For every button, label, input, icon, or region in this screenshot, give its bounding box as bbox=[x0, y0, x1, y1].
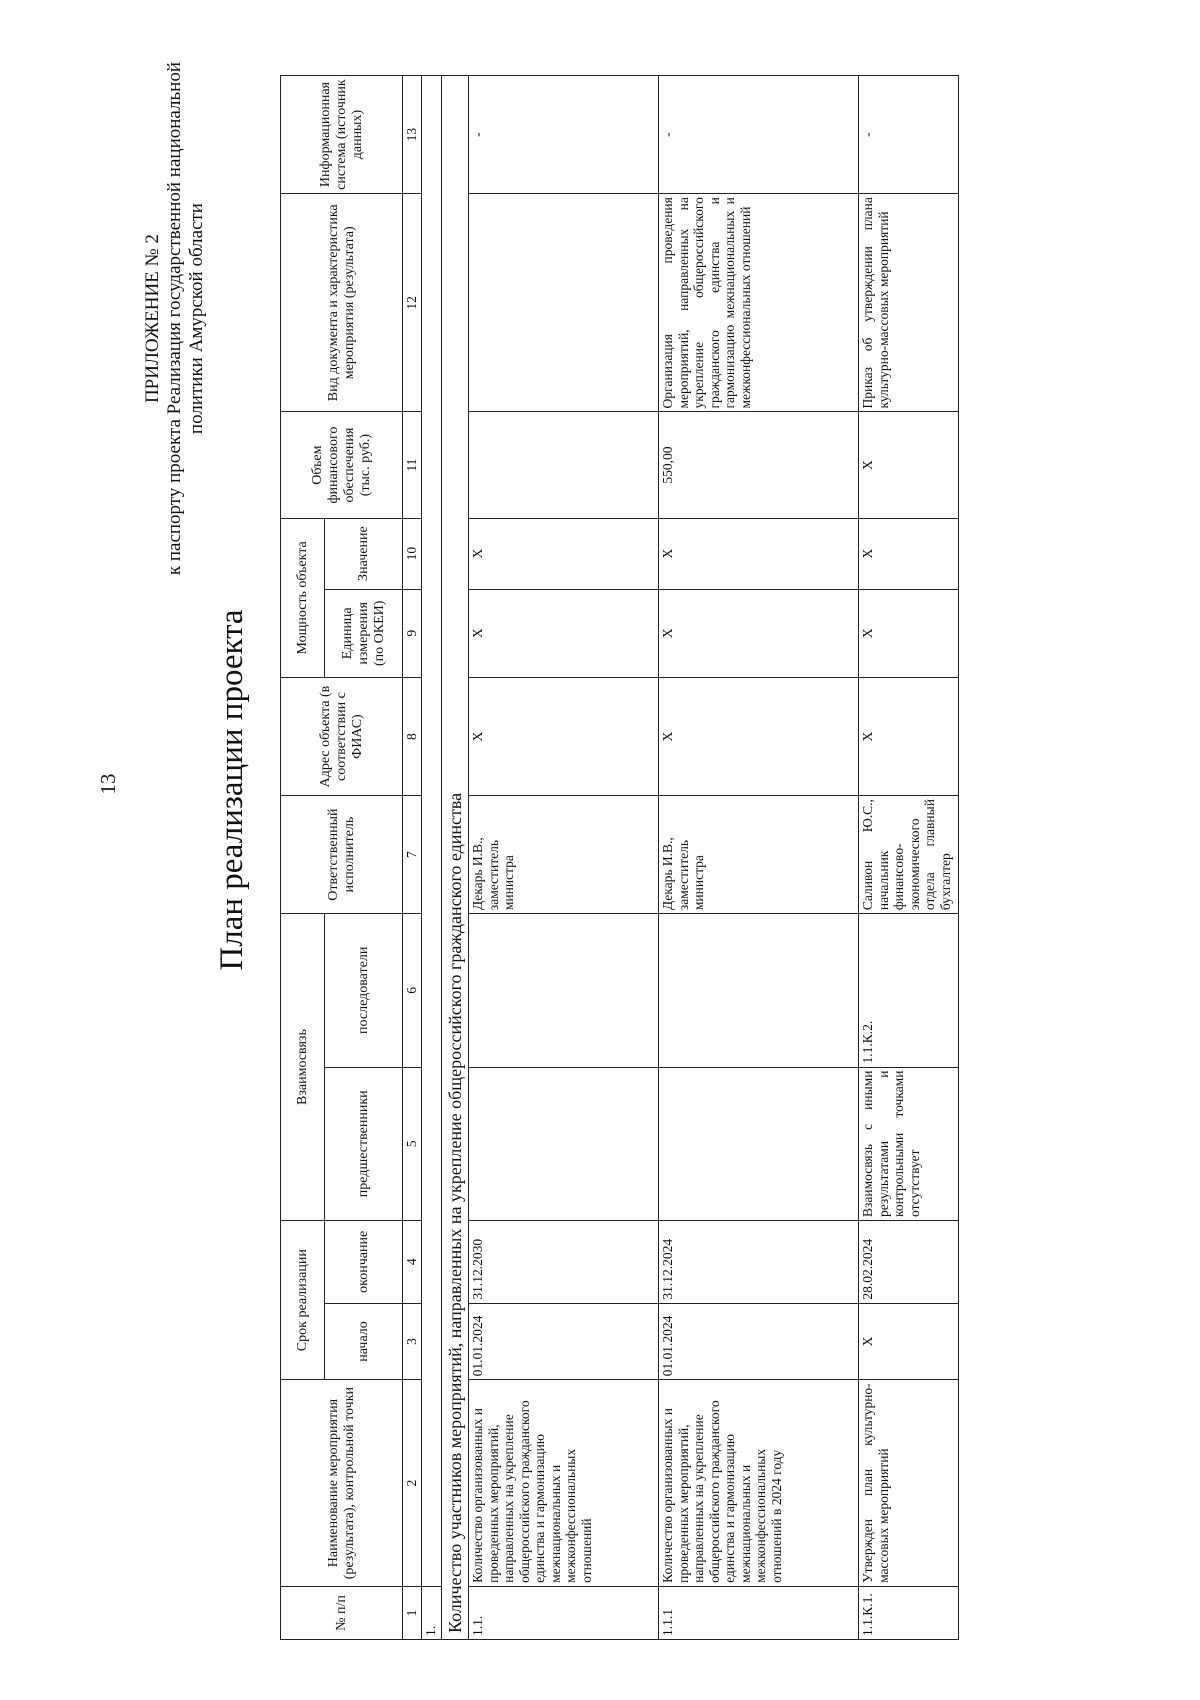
row-doc bbox=[469, 194, 659, 412]
header-link-pred: предшественники bbox=[325, 1067, 403, 1220]
row-pred bbox=[469, 1067, 659, 1220]
row-num: 1.1. bbox=[469, 1586, 659, 1639]
section-num: 1. bbox=[422, 1586, 442, 1639]
row-name: Количество организованных и проведенных мероприятий, направленных на укрепление общероссийского гражданского единства и гармонизацию межнациональных и межконфессиональных отношений bbox=[469, 1380, 659, 1587]
row-start: 01.01.2024 bbox=[659, 1303, 859, 1380]
row-address: X bbox=[859, 678, 959, 796]
row-doc: Приказ об утверждении плана культурно-массовых мероприятий bbox=[859, 194, 959, 412]
section-title-row bbox=[442, 76, 469, 1640]
row-name: Количество организованных и проведенных мероприятий, направленных на укрепление общероссийского гражданского единства и гармонизацию межнациональных и межконфессиональных отношений в 2024 году bbox=[659, 1380, 859, 1587]
row-pred bbox=[659, 1067, 859, 1220]
header-doc-type: Вид документа и характеристика мероприятия (результата) bbox=[281, 194, 403, 412]
row-info: - bbox=[469, 76, 659, 194]
row-pred: Взаимосвязь с иными результатами и контрольными точками отсутствует bbox=[859, 1067, 959, 1220]
section-title: Количество участников мероприятий, направленных на укрепление общероссийского гражданского единства bbox=[442, 76, 469, 1640]
project-plan-table bbox=[280, 75, 959, 1640]
row-unit: X bbox=[859, 589, 959, 678]
row-address: X bbox=[659, 678, 859, 796]
table-row bbox=[469, 76, 659, 1640]
document-title: План реализации проекта bbox=[214, 609, 250, 971]
row-end: 31.12.2030 bbox=[469, 1220, 659, 1303]
header-capacity-value: Значение bbox=[325, 518, 403, 589]
column-number: 2 bbox=[403, 1380, 422, 1587]
row-num: 1.1.К.1. bbox=[859, 1586, 959, 1639]
row-end: 31.12.2024 bbox=[659, 1220, 859, 1303]
row-name: Утвержден план культурно-массовых мероприятий bbox=[859, 1380, 959, 1587]
column-number: 6 bbox=[403, 914, 422, 1067]
header-info-system: Информационная система (источник данных) bbox=[281, 76, 403, 194]
header-term: Срок реализации bbox=[281, 1220, 325, 1379]
row-address: X bbox=[469, 678, 659, 796]
column-number: 5 bbox=[403, 1067, 422, 1220]
header-responsible: Ответственный исполнитель bbox=[281, 796, 403, 914]
header-capacity: Мощность объекта bbox=[281, 518, 325, 677]
section-num-spacer bbox=[422, 76, 442, 1587]
column-number: 11 bbox=[403, 412, 422, 518]
row-start: 01.01.2024 bbox=[469, 1303, 659, 1380]
appendix-header bbox=[142, 62, 208, 575]
row-finance bbox=[469, 412, 659, 518]
table-row bbox=[659, 76, 859, 1640]
appendix-line-3: политики Амурской области bbox=[186, 203, 207, 435]
column-number: 8 bbox=[403, 678, 422, 796]
table-row bbox=[859, 76, 959, 1640]
row-next bbox=[659, 914, 859, 1067]
row-value: X bbox=[469, 518, 659, 589]
column-number: 1 bbox=[403, 1586, 422, 1639]
column-number: 4 bbox=[403, 1220, 422, 1303]
header-num: № п/п bbox=[281, 1586, 403, 1639]
column-number: 10 bbox=[403, 518, 422, 589]
row-num: 1.1.1 bbox=[659, 1586, 859, 1639]
header-link-next: последователи bbox=[325, 914, 403, 1067]
row-unit: X bbox=[659, 589, 859, 678]
header-term-end: окончание bbox=[325, 1220, 403, 1303]
column-number: 12 bbox=[403, 194, 422, 412]
row-unit: X bbox=[469, 589, 659, 678]
row-next: 1.1.К.2. bbox=[859, 914, 959, 1067]
row-info: - bbox=[659, 76, 859, 194]
row-info: - bbox=[859, 76, 959, 194]
header-capacity-unit: Единица измерения (по ОКЕИ) bbox=[325, 589, 403, 678]
column-number: 9 bbox=[403, 589, 422, 678]
row-value: X bbox=[659, 518, 859, 589]
row-responsible: Декарь И.В., заместитель министра bbox=[469, 796, 659, 914]
header-address: Адрес объекта (в соответствии с ФИАС) bbox=[281, 678, 403, 796]
appendix-line-2: к паспорту проекта Реализация государственной национальной bbox=[164, 62, 185, 576]
row-doc: Организация проведения мероприятий, направленных на укрепление общероссийского гражданского единства и гармонизацию межнациональных и межконфессиональных отношений bbox=[659, 194, 859, 412]
row-value: X bbox=[859, 518, 959, 589]
header-name: Наименование мероприятия (результата), контрольной точки bbox=[281, 1380, 403, 1587]
section-number-row bbox=[422, 76, 442, 1640]
column-number: 3 bbox=[403, 1303, 422, 1380]
header-finance: Объем финансового обеспечения (тыс. руб.) bbox=[281, 412, 403, 518]
row-next bbox=[469, 914, 659, 1067]
row-responsible: Саливон Ю.С., начальник финансово-экономического отдела главный бухгалтер bbox=[859, 796, 959, 914]
appendix-line-1: ПРИЛОЖЕНИЕ № 2 bbox=[142, 234, 163, 404]
row-finance: X bbox=[859, 412, 959, 518]
header-link: Взаимосвязь bbox=[281, 914, 325, 1221]
column-number: 13 bbox=[403, 76, 422, 194]
page-number: 13 bbox=[96, 773, 120, 795]
row-end: 28.02.2024 bbox=[859, 1220, 959, 1303]
column-number: 7 bbox=[403, 796, 422, 914]
row-finance: 550,00 bbox=[659, 412, 859, 518]
row-responsible: Декарь И.В., заместитель министра bbox=[659, 796, 859, 914]
header-term-start: начало bbox=[325, 1303, 403, 1380]
column-number-row bbox=[403, 76, 422, 1640]
row-start: X bbox=[859, 1303, 959, 1380]
